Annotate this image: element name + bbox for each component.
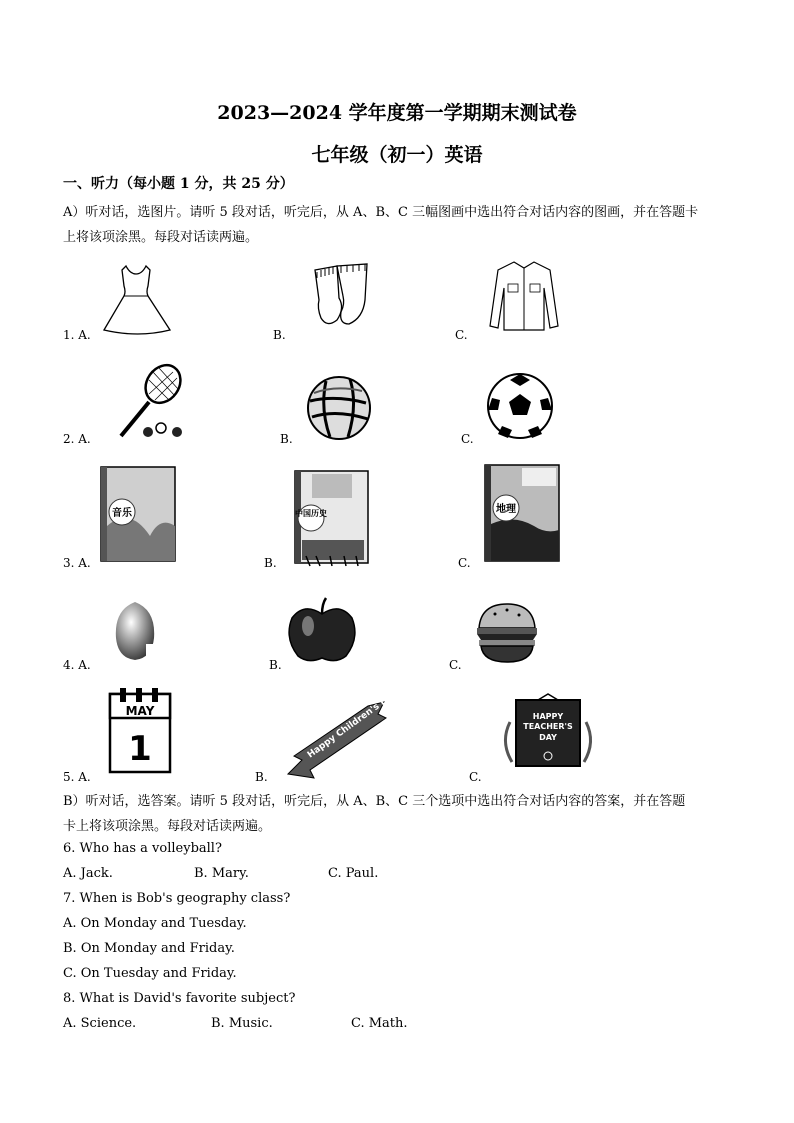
part-a-instruction-cont: 上将该项涂黑。每段对话读两遍。: [63, 230, 259, 245]
history-book-title: 中国历史: [295, 509, 327, 518]
q1-option-b-label: B.: [273, 328, 286, 342]
q2-option-b-label: B.: [280, 432, 293, 446]
q4-option-a-label: 4. A.: [63, 658, 91, 672]
question-7: 7. When is Bob's geography class?: [63, 891, 291, 906]
q5-option-a-label: 5. A.: [63, 770, 91, 784]
q4-option-c-label: C.: [449, 658, 462, 672]
q1-option-a-label: 1. A.: [63, 328, 91, 342]
socks-icon: [305, 260, 375, 332]
teachers-day-board-icon: [500, 692, 596, 772]
calendar-month: MAY: [125, 704, 155, 718]
calendar-icon: [108, 686, 172, 774]
childrens-day-text: Happy Children's Day!: [305, 686, 403, 761]
q7-option-a: A. On Monday and Tuesday.: [63, 916, 247, 931]
geography-textbook-icon: [484, 464, 560, 562]
part-b-instruction-cont: 卡上将该项涂黑。每段对话读两遍。: [63, 819, 272, 834]
part-b-instruction: B）听对话，选答案。请听 5 段对话，听完后，从 A、B、C 三个选项中选出符合对话内容的答案，并在答题: [63, 794, 686, 809]
q5-option-c-label: C.: [469, 770, 482, 784]
q2-option-c-label: C.: [461, 432, 474, 446]
hamburger-icon: [475, 600, 539, 664]
tennis-racket-icon: [115, 362, 190, 440]
calendar-day: 1: [128, 729, 152, 769]
q3-option-c-label: C.: [458, 556, 471, 570]
question-6: 6. Who has a volleyball?: [63, 841, 222, 856]
music-book-title: 音乐: [112, 508, 132, 519]
part-a-instruction: A）听对话，选图片。请听 5 段对话，听完后，从 A、B、C 三幅图画中选出符合对话内容的图画，并在答题卡: [63, 205, 699, 220]
geography-book-title: 地理: [496, 504, 516, 515]
q8-option-a: A. Science.: [63, 1016, 137, 1031]
q3-option-b-label: B.: [264, 556, 277, 570]
teachers-day-text: HAPPY TEACHER'S DAY: [523, 712, 573, 742]
egg-icon: [110, 600, 160, 662]
q6-option-c: C. Paul.: [328, 866, 379, 881]
section-heading: 一、听力（每小题 1 分，共 25 分）: [63, 176, 294, 192]
apple-icon: [286, 598, 358, 664]
page-subtitle: 七年级（初一）英语: [311, 144, 483, 166]
shirt-icon: [488, 258, 560, 333]
q3-option-a-label: 3. A.: [63, 556, 91, 570]
q1-option-c-label: C.: [455, 328, 468, 342]
volleyball-icon: [306, 375, 372, 441]
page-title: 2023—2024 学年度第一学期期末测试卷: [217, 102, 577, 124]
q6-option-b: B. Mary.: [194, 866, 249, 881]
dress-icon: [100, 262, 175, 337]
q7-option-b: B. On Monday and Friday.: [63, 941, 235, 956]
soccer-ball-icon: [486, 372, 554, 440]
question-8: 8. What is David's favorite subject?: [63, 991, 296, 1006]
q8-option-c: C. Math.: [351, 1016, 408, 1031]
q8-option-b: B. Music.: [211, 1016, 273, 1031]
q5-option-b-label: B.: [255, 770, 268, 784]
music-textbook-icon: [100, 466, 176, 562]
q7-option-c: C. On Tuesday and Friday.: [63, 966, 237, 981]
q4-option-b-label: B.: [269, 658, 282, 672]
history-textbook-icon: [294, 470, 369, 568]
childrens-day-banner-icon: [288, 686, 403, 780]
q6-option-a: A. Jack.: [63, 866, 113, 881]
q2-option-a-label: 2. A.: [63, 432, 91, 446]
